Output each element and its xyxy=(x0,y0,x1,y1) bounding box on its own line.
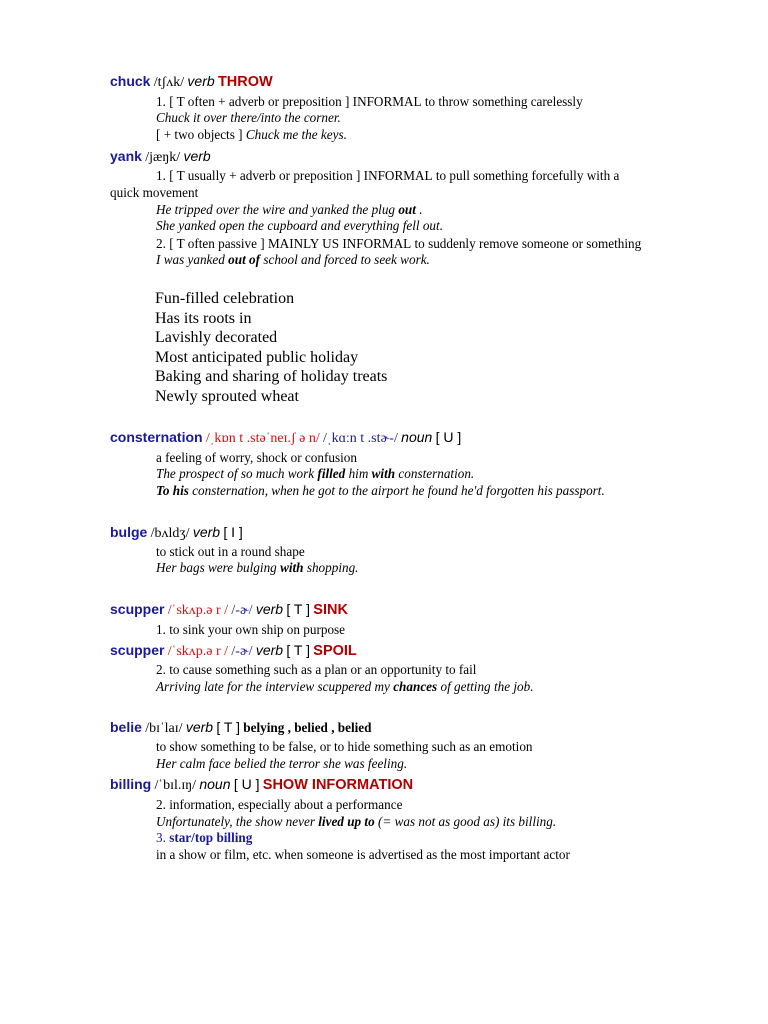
example: Chuck it over there/into the corner. xyxy=(156,110,341,125)
inflected-forms: belying , belied , belied xyxy=(243,720,372,735)
example xyxy=(156,483,605,499)
guideword: SINK xyxy=(313,602,348,618)
phrase-item: Has its roots in xyxy=(155,309,252,327)
sense-number: 1. xyxy=(156,94,166,109)
sense-line xyxy=(156,127,347,143)
collocation: out xyxy=(398,202,416,217)
part-of-speech: verb xyxy=(255,642,284,658)
headword: scupper xyxy=(110,642,165,658)
collocation: with xyxy=(371,466,396,481)
example-text: I was yanked xyxy=(156,252,225,267)
pronunciation: /ˈbɪl.ɪŋ/ xyxy=(154,778,197,793)
phrase-item: Most anticipated public holiday xyxy=(155,348,359,366)
collocation: chances xyxy=(393,679,438,694)
sense-line xyxy=(156,830,252,846)
entry-yank-header xyxy=(110,148,211,166)
grammar-code: [ T often + adverb or preposition ] xyxy=(169,94,350,109)
example-text: consternation. xyxy=(398,466,475,481)
example xyxy=(156,202,423,218)
phrase-item: Newly sprouted wheat xyxy=(155,387,299,405)
definition: to suddenly remove someone or something xyxy=(414,236,642,251)
pronunciation: /tʃʌk/ xyxy=(153,75,185,90)
phrase-item: Lavishly decorated xyxy=(155,329,278,347)
part-of-speech: verb xyxy=(187,73,215,89)
sense-number: 2. xyxy=(156,236,166,251)
headword: bulge xyxy=(110,524,148,540)
headword: yank xyxy=(110,148,142,164)
part-of-speech: noun xyxy=(401,429,433,445)
example-text: The prospect of so much work xyxy=(156,466,315,481)
pronunciation: /jæŋk/ xyxy=(145,150,181,165)
example xyxy=(156,814,556,830)
phrase-headword: star/top billing xyxy=(169,830,253,845)
example-text: him xyxy=(348,466,369,481)
sense-line xyxy=(156,236,641,252)
sense-line xyxy=(156,94,583,110)
guideword: SHOW INFORMATION xyxy=(262,777,414,793)
example-text: shopping. xyxy=(306,560,359,575)
pronunciation: /bʌldʒ/ xyxy=(150,526,190,541)
example-text: Unfortunately, the show never xyxy=(156,814,315,829)
pronunciation-us: /-ɚ/ xyxy=(231,644,253,659)
entry-scupper-sink-header xyxy=(110,601,348,619)
example-text: of getting the job. xyxy=(440,679,534,694)
part-of-speech: verb xyxy=(255,601,284,617)
entry-billing-header xyxy=(110,776,413,794)
example xyxy=(156,560,358,576)
sense-line: 1. to sink your own ship on purpose xyxy=(156,622,346,637)
headword: scupper xyxy=(110,601,165,617)
collocation: with xyxy=(280,560,304,575)
headword: billing xyxy=(110,776,152,792)
pronunciation: /bɪˈlaɪ/ xyxy=(145,721,183,736)
grammar-code: [ U ] xyxy=(435,429,462,445)
pronunciation-uk: /ˈskʌp.ə r / xyxy=(167,644,229,659)
entry-bulge-header xyxy=(110,524,243,542)
pronunciation-us: /ˌkɑːn t .stɚ-/ xyxy=(323,431,398,446)
example-text: Her bags were bulging xyxy=(156,560,277,575)
example-text: He tripped over the wire and yanked the plug xyxy=(156,202,396,217)
example xyxy=(156,679,534,695)
sense-number: 3. xyxy=(156,830,166,845)
collocation: out of xyxy=(228,252,261,267)
example-text: school and forced to seek work. xyxy=(263,252,430,267)
entry-belie-header xyxy=(110,719,372,737)
definition: to throw something carelessly xyxy=(424,94,583,109)
sense-number: 1. xyxy=(156,168,166,183)
register-label: MAINLY US INFORMAL xyxy=(267,236,412,251)
pronunciation-uk: /ˈskʌp.ə r / xyxy=(167,603,229,618)
sense-line: 2. to cause something such as a plan or an opportunity to fail xyxy=(156,662,477,677)
entry-scupper-spoil-header xyxy=(110,642,357,660)
collocation: To his xyxy=(156,483,189,498)
grammar-code: [ U ] xyxy=(233,776,260,792)
definition: to show something to be false, or to hide something such as an emotion xyxy=(156,739,533,754)
guideword: THROW xyxy=(217,74,273,90)
definition: to stick out in a round shape xyxy=(156,544,305,559)
definition: in a show or film, etc. when someone is advertised as the most important actor xyxy=(156,847,570,862)
sense-line xyxy=(156,168,619,184)
example xyxy=(156,252,430,268)
sense-line: 2. information, especially about a performance xyxy=(156,797,403,812)
definition: a feeling of worry, shock or confusion xyxy=(156,450,357,465)
entry-consternation-header xyxy=(110,429,461,447)
example-text: (= was not as good as) its billing. xyxy=(377,814,557,829)
part-of-speech: verb xyxy=(192,524,221,540)
entry-chuck-header xyxy=(110,73,273,91)
example: Chuck me the keys. xyxy=(245,127,347,142)
grammar-code: [ + two objects ] xyxy=(156,127,243,142)
pronunciation-us: /-ɚ/ xyxy=(231,603,253,618)
grammar-code: [ T often passive ] xyxy=(169,236,265,251)
collocation: filled xyxy=(317,466,346,481)
phrase-list xyxy=(155,289,387,407)
part-of-speech: verb xyxy=(183,148,211,164)
grammar-code: [ T ] xyxy=(286,642,310,658)
example: She yanked open the cupboard and everything fell out. xyxy=(156,218,443,233)
grammar-code: [ I ] xyxy=(223,524,243,540)
pronunciation-uk: /ˌkɒn t .stəˈneɪ.ʃ ə n/ xyxy=(205,431,320,446)
definition-continued: quick movement xyxy=(110,185,199,200)
register-label: INFORMAL xyxy=(363,168,433,183)
part-of-speech: noun xyxy=(199,776,231,792)
headword: chuck xyxy=(110,73,151,89)
headword: consternation xyxy=(110,429,203,445)
definition: to pull something forcefully with a xyxy=(435,168,620,183)
register-label: INFORMAL xyxy=(352,94,422,109)
guideword: SPOIL xyxy=(313,643,357,659)
grammar-code: [ T ] xyxy=(216,719,240,735)
example-text: . xyxy=(419,202,423,217)
example xyxy=(156,466,474,482)
phrase-item: Fun-filled celebration xyxy=(155,290,295,307)
example-text: consternation, when he got to the airport he found he'd forgotten his passport. xyxy=(192,483,605,498)
grammar-code: [ T ] xyxy=(286,601,310,617)
part-of-speech: verb xyxy=(185,719,214,735)
example-text: Arriving late for the interview scuppered my xyxy=(156,679,390,694)
grammar-code: [ T usually + adverb or preposition ] xyxy=(169,168,361,183)
headword: belie xyxy=(110,719,142,735)
phrase-item: Baking and sharing of holiday treats xyxy=(155,368,388,386)
example: Her calm face belied the terror she was feeling. xyxy=(156,756,408,771)
collocation: lived up to xyxy=(318,814,375,829)
